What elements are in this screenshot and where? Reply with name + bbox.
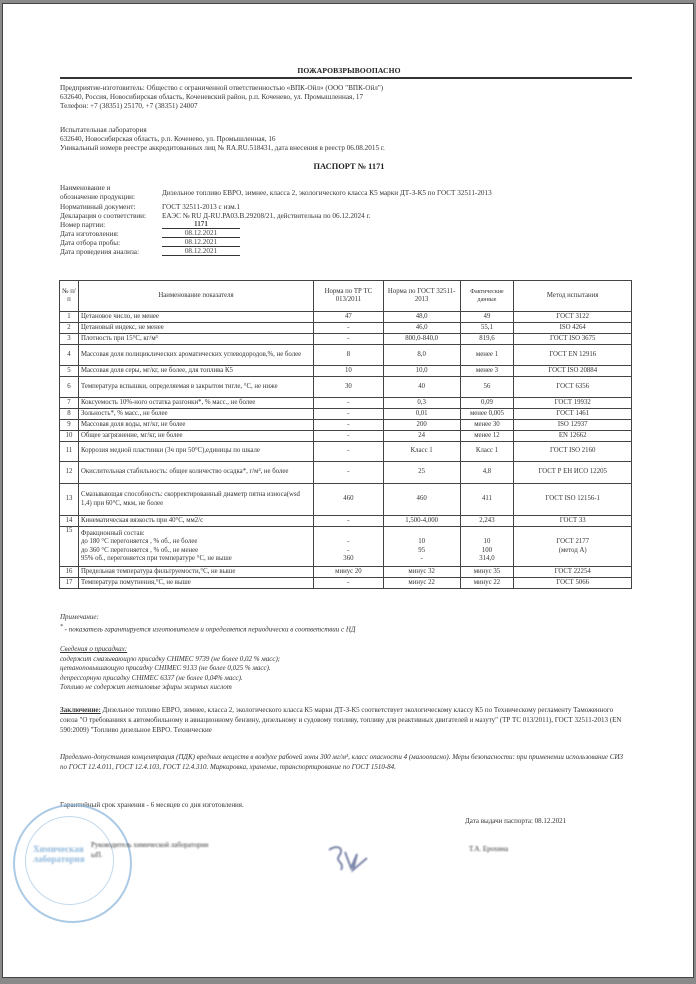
row-actual: 0,09 [460,398,514,409]
row-method: ГОСТ 19932 [514,398,632,409]
row-method: ГОСТ 3122 [514,312,632,323]
row-name-line: Фракционный состав: [80,529,145,537]
header-tr-ts: Норма по ТР ТС 013/2011 [314,281,384,312]
conclusion-block [60,705,628,735]
row-tr-line: - [347,538,350,545]
row-tr [314,527,384,567]
row-actual: 56 [460,377,514,398]
row-gost: Класс 1 [383,442,460,462]
row-method: ГОСТ EN 12916 [514,345,632,366]
header-method: Метод испытания [514,281,632,312]
row-actual: 2,243 [460,516,514,527]
row-name: Температура вспышки, определяемая в закрытом тигле, °С, не ниже [78,377,313,398]
notes-text: - показатель гарантируется изготовителем и определяется периодически в соответствии с НД [62,624,356,633]
row-gost: 0,01 [383,409,460,420]
table-row [60,312,632,323]
analysis-date-value: 08.12.2021 [162,247,240,256]
lab-line: 632640, Новосибирская область, р.п. Коченево, ул. Промышленная, 16 [60,135,276,143]
table-row [60,334,632,345]
row-actual [460,527,514,567]
row-gost: 46,0 [383,323,460,334]
row-method: ГОСТ 1461 [514,409,632,420]
row-gost: 1,500-4,000 [383,516,460,527]
row-actual: 55,1 [460,323,514,334]
header-gost: Норма по ГОСТ 32511-2013 [383,281,460,312]
row-name: Предельная температура фильтруемости,°С, не выше [78,567,313,578]
row-name: Массовая доля серы, мг/кг, не более, для топлива К5 [78,366,313,377]
row-num: 16 [60,567,79,578]
table-row [60,431,632,442]
row-actual-line: 10 [483,538,491,545]
row-num: 14 [60,516,79,527]
table-row [60,409,632,420]
additives-title: Сведения о присадках: [60,645,128,653]
row-gost: 8,0 [383,345,460,366]
row-tr: - [314,398,384,409]
signer-name: Т.А. Ерохина [469,845,509,853]
row-name-line: до 180 °С перегоняется , % об., не более [80,538,198,545]
declaration-label: Декларация о соответствии: [60,212,147,220]
row-num: 6 [60,377,79,398]
row-tr: 30 [314,377,384,398]
product-label-line: Наименование и [60,184,111,192]
row-gost-line: 10 [418,538,426,545]
row-name: Цетановый индекс, не менее [78,323,313,334]
row-num: 8 [60,409,79,420]
row-tr: - [314,516,384,527]
table-row [60,567,632,578]
row-tr: 460 [314,484,384,516]
additive-line: Топливо не содержит метиловые эфиры жирных кислот [60,683,232,691]
row-method: ГОСТ 33 [514,516,632,527]
row-tr: - [314,334,384,345]
table-row [60,442,632,462]
row-num: 15 [60,527,79,567]
safety-block: Предельно-допустимая концентрация (ПДК) вредных веществ в воздухе рабочей зоны 300 мг/м³, класс опасности 4 (малоопасно). Меры безопасности: при применении использование СИЗ по ГОСТ 12.4.011, ГОСТ 12.4.103, ГОСТ 12.4.310. Маркировка, хранение, транспортирование по ГОСТ 1510-84. [60,753,623,771]
lab-block [60,126,385,153]
row-gost: 48,0 [383,312,460,323]
row-gost-line: 95 [418,546,426,554]
row-name: Зольность*, % масс., не более [78,409,313,420]
row-actual-line: 100 [481,546,493,554]
table-row [60,578,632,589]
row-gost: 24 [383,431,460,442]
row-actual: 819,6 [460,334,514,345]
row-gost: 25 [383,462,460,484]
signer-role-line: Руководитель химической лаборатории [91,841,209,849]
signature-icon [323,842,373,876]
row-method: EN 12662 [514,431,632,442]
row-actual: менее 3 [460,366,514,377]
stamp-text-line: лаборатория [33,854,85,864]
row-method: ISO 4264 [514,323,632,334]
row-name: Массовая доля полициклических ароматических углеводородов,%, не более [78,345,313,366]
conclusion-text: Дизельное топливо ЕВРО, зимнее, класса 2, экологического класса К5 марки ДТ-З-К5 соответствует экологическому классу К5 по Техническому регламенту Таможенного союза "О требованиях к автомобильному и авиационному бензину, дизельному и судовому топливу, топливу для реактивных двигателей и мазуту" (ТР ТС 013/2011), ГОСТ 32511-2013 (EN 590:2009) "Топливо дизельное ЕВРО. Технические [60,706,622,734]
conclusion-label: Заключение: [60,706,101,714]
row-num: 10 [60,431,79,442]
stamp-text [33,844,85,864]
row-actual-line: 314,0 [479,555,495,562]
row-tr-line [316,530,381,539]
row-gost: 10,0 [383,366,460,377]
issue-date: Дата выдачи паспорта: 08.12.2021 [465,817,567,825]
row-name-line: до 360 °С перегоняется , % об., не менее [80,546,199,554]
row-name: Коксуемость 10%-ного остатка разгонки*, % масс., не более [78,398,313,409]
row-tr-line: 360 [343,555,354,562]
row-name: Кинематическая вязкость при 40°С, мм2/с [78,516,313,527]
row-tr: 10 [314,366,384,377]
declaration-value: ЕАЭС № RU Д-RU.РА03.В.29208/21, действительна по 06.12.2024 г. [162,212,371,220]
additive-line: депрессорную присадку CHIMEC 6337 (не более 0,04% масс). [60,673,243,682]
row-method: ГОСТ Р ЕН ИСО 12205 [514,462,632,484]
row-tr-line: - [347,546,350,554]
table-row [60,345,632,366]
stamp-text-line: Химическая [33,844,84,854]
row-method [514,527,632,567]
manufacture-date-label: Дата изготовления: [60,230,119,238]
row-gost-line [386,530,458,539]
row-actual: менее 12 [460,431,514,442]
row-gost-line: - [420,555,423,562]
header-actual: Фактические данные [460,281,514,312]
row-name [78,527,313,567]
table-row [60,420,632,431]
product-value: Дизельное топливо ЕВРО, зимнее, класса 2, экологического класса К5 марки ДТ-З-К5 по ГОСТ 32511-2013 [162,189,492,197]
additive-line: содержит смазывающую присадку CHIMEC 9739 (не более 0,02 % масс); [60,654,281,663]
table-row [60,516,632,527]
row-method: ГОСТ ISO 20884 [514,366,632,377]
row-gost [383,527,460,567]
row-gost: 0,3 [383,398,460,409]
row-tr: - [314,409,384,420]
row-num: 13 [60,484,79,516]
row-tr: - [314,442,384,462]
row-tr: 47 [314,312,384,323]
specification-table [59,280,632,589]
asterisk: * [60,623,63,630]
row-actual: 4,8 [460,462,514,484]
row-gost: 460 [383,484,460,516]
notes-line [60,623,355,635]
header-name: Наименование показателя [78,281,313,312]
row-name: Цетановое число, не менее [78,312,313,323]
row-name: Температура помутнения,°С, не выше [78,578,313,589]
row-num: 17 [60,578,79,589]
passport-title: ПАСПОРТ № 1171 [313,162,385,171]
row-num: 4 [60,345,79,366]
row-num: 11 [60,442,79,462]
lab-line: Уникальный номерв реестре аккредитованных лиц № RA.RU.518431, дата внесения в реестр 06.08.2015 г. [60,144,385,152]
row-method: ГОСТ 6356 [514,377,632,398]
manufacturer-line: 632640, Россия, Новосибирская область, Коченевский район, р.п. Коченево, ул. Промышленная, 17 [60,93,364,101]
table-row [60,398,632,409]
table-row [60,366,632,377]
row-num: 1 [60,312,79,323]
row-method: ГОСТ 5066 [514,578,632,589]
sampling-date-value: 08.12.2021 [162,238,240,247]
row-method-line: (метод А) [558,546,587,554]
row-method: ГОСТ ISO 2160 [514,442,632,462]
normative-label: Нормативный документ: [60,203,136,211]
row-gost: минус 22 [383,578,460,589]
row-name: Смазывающая способность: скорректированный диаметр пятна износа(wsd 1,4) при 60°С, мкм, не более [78,484,313,516]
row-num: 2 [60,323,79,334]
document-page [2,3,694,978]
row-gost: 800,0-840,0 [383,334,460,345]
row-method: ГОСТ ISO 12156-1 [514,484,632,516]
row-tr: - [314,431,384,442]
row-name: Коррозия медной пластинки (3ч при 50°С),единицы по шкале [78,442,313,462]
header-num: № п/п [60,281,79,312]
row-tr: минус 20 [314,567,384,578]
row-gost: 40 [383,377,460,398]
row-num: 7 [60,398,79,409]
row-name: Массовая доля воды, мг/кг, не более [78,420,313,431]
signer-role-line: ыП. [91,851,103,859]
row-num: 12 [60,462,79,484]
batch-value: 1171 [162,220,240,229]
row-actual-line [463,530,512,539]
signer-role [91,840,208,860]
additives-block [60,645,280,693]
row-name-line: 95% об., перегоняется при температуре °С, не выше [80,555,232,562]
manufacture-date-value: 08.12.2021 [162,229,240,238]
row-tr: - [314,578,384,589]
normative-value: ГОСТ 32511-2013 с изм.1 [162,203,241,211]
row-num: 9 [60,420,79,431]
row-actual: менее 0,005 [460,409,514,420]
row-actual: менее 1 [460,345,514,366]
row-name: Окислительная стабильность: общее количество осадка*, г/м³, не более [78,462,313,484]
manufacturer-line: Телефон: +7 (38351) 25170, +7 (38351) 24007 [60,102,198,110]
row-tr: 8 [314,345,384,366]
row-actual: менее 30 [460,420,514,431]
product-label [60,184,135,202]
row-tr: - [314,462,384,484]
manufacturer-line: Предприятие-изготовитель: Общество с ограниченной ответственностью «ВПК-Ойл» (ООО "ВПК-Ойл") [60,84,384,92]
row-method: ISO 12937 [514,420,632,431]
additive-line: цетаноповышающую присадку CHIMEC 9133 (не более 0,025 % масс). [60,664,271,672]
batch-label: Номер партии: [60,221,106,229]
row-method-line: ГОСТ 2177 [556,538,590,545]
notes-label: Примечание: [60,613,99,621]
row-name: Плотность при 15°С, кг/м³ [78,334,313,345]
row-actual: минус 22 [460,578,514,589]
hazard-heading: ПОЖАРОВЗРЫВООПАСНО [297,66,401,75]
row-actual: минус 35 [460,567,514,578]
storage-text: Гарантийный срок хранения - 6 месяцев со дня изготовления. [60,801,244,809]
product-label-line: обозначение продукции: [60,193,136,201]
hazard-divider [60,77,632,79]
table-row [60,462,632,484]
table-row [60,323,632,334]
row-tr: - [314,323,384,334]
row-actual: 49 [460,312,514,323]
row-actual: 411 [460,484,514,516]
notes-block [60,613,355,634]
table-row [60,377,632,398]
analysis-date-label: Дата проведения анализа: [60,248,139,256]
sampling-date-label: Дата отбора пробы: [60,239,121,247]
table-row [60,484,632,516]
table-row [60,527,632,567]
lab-line: Испытательная лаборатория [60,126,147,134]
row-method: ГОСТ 22254 [514,567,632,578]
row-actual: Класс 1 [460,442,514,462]
table-header-row [60,281,632,312]
row-gost: минус 32 [383,567,460,578]
row-method: ГОСТ ISO 3675 [514,334,632,345]
manufacturer-block [60,84,383,111]
row-tr: - [314,420,384,431]
row-name: Общее загрязнение, мг/кг, не более [78,431,313,442]
row-gost: 200 [383,420,460,431]
row-num: 5 [60,366,79,377]
row-num: 3 [60,334,79,345]
